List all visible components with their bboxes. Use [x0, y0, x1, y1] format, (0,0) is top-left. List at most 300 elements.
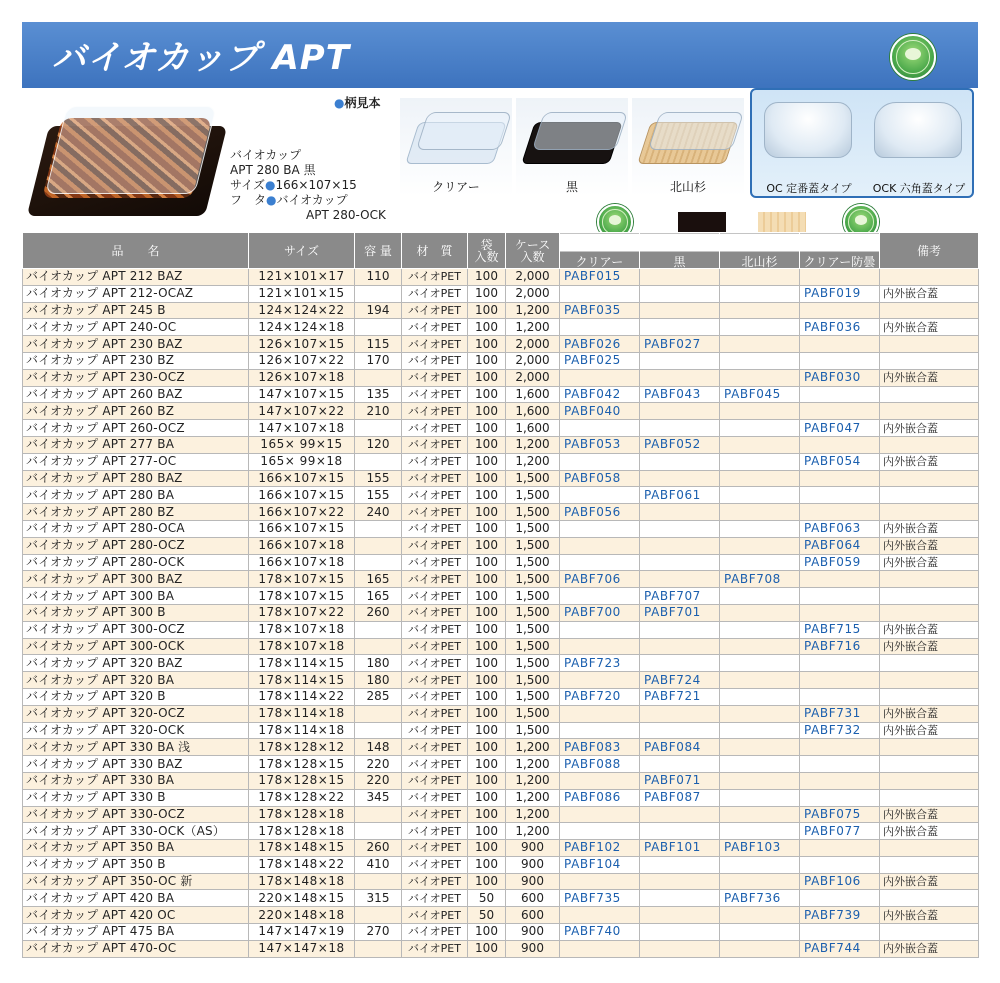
cell-antifog	[800, 789, 880, 806]
cell-black	[640, 420, 720, 437]
cell-cedar: PABF708	[720, 571, 800, 588]
cell-antifog	[800, 571, 880, 588]
cell-mat: バイオPET	[402, 336, 468, 353]
cell-name: バイオカップ APT 330 BAZ	[23, 756, 249, 773]
cell-clear	[560, 722, 640, 739]
cell-mat: バイオPET	[402, 319, 468, 336]
cell-note: 内外嵌合蓋	[880, 907, 979, 924]
cell-mat: バイオPET	[402, 873, 468, 890]
cell-clear	[560, 621, 640, 638]
cell-case: 900	[506, 840, 560, 857]
cell-size: 178×114×22	[249, 688, 355, 705]
cell-cedar	[720, 772, 800, 789]
cell-cap	[355, 638, 402, 655]
table-row	[23, 352, 979, 369]
cell-name: バイオカップ APT 280-OCZ	[23, 537, 249, 554]
table-row	[23, 487, 979, 504]
table-row	[23, 504, 979, 521]
table-row	[23, 873, 979, 890]
cell-note: 内外嵌合蓋	[880, 873, 979, 890]
cell-note	[880, 840, 979, 857]
cell-cedar	[720, 739, 800, 756]
cell-name: バイオカップ APT 212 BAZ	[23, 269, 249, 286]
cell-case: 2,000	[506, 269, 560, 286]
table-row	[23, 369, 979, 386]
cell-case: 1,600	[506, 420, 560, 437]
table-row	[23, 386, 979, 403]
cell-mat: バイオPET	[402, 722, 468, 739]
cell-antifog: PABF077	[800, 823, 880, 840]
table-row	[23, 823, 979, 840]
cell-mat: バイオPET	[402, 588, 468, 605]
cell-cap	[355, 369, 402, 386]
cell-cap: 120	[355, 436, 402, 453]
cell-name: バイオカップ APT 350 B	[23, 856, 249, 873]
table-row	[23, 856, 979, 873]
samples-heading: ●柄見本	[334, 96, 381, 110]
cell-mat: バイオPET	[402, 756, 468, 773]
cell-cedar	[720, 672, 800, 689]
cell-antifog	[800, 924, 880, 941]
cell-cap	[355, 873, 402, 890]
cell-antifog: PABF064	[800, 537, 880, 554]
cell-note: 内外嵌合蓋	[880, 285, 979, 302]
cell-size: 166×107×15	[249, 487, 355, 504]
cell-clear	[560, 554, 640, 571]
cell-case: 600	[506, 907, 560, 924]
cell-cap: 135	[355, 386, 402, 403]
cell-size: 126×107×15	[249, 336, 355, 353]
cell-note	[880, 588, 979, 605]
cell-clear: PABF058	[560, 470, 640, 487]
table-row	[23, 453, 979, 470]
cell-case: 1,500	[506, 655, 560, 672]
cell-black	[640, 537, 720, 554]
col-note: 備考	[880, 233, 979, 269]
cell-size: 178×148×15	[249, 840, 355, 857]
col-name: 品 名	[23, 233, 249, 269]
cell-black: PABF071	[640, 772, 720, 789]
cell-bag: 100	[468, 940, 506, 957]
cell-black	[640, 352, 720, 369]
cell-black	[640, 655, 720, 672]
cell-name: バイオカップ APT 320 B	[23, 688, 249, 705]
cell-note	[880, 655, 979, 672]
cell-clear: PABF025	[560, 352, 640, 369]
cell-name: バイオカップ APT 240-OC	[23, 319, 249, 336]
cell-case: 1,200	[506, 436, 560, 453]
cell-size: 147×107×15	[249, 386, 355, 403]
cell-antifog	[800, 352, 880, 369]
cell-case: 900	[506, 924, 560, 941]
cell-case: 1,500	[506, 688, 560, 705]
cell-case: 1,200	[506, 756, 560, 773]
product-photo	[32, 98, 220, 220]
cell-bag: 100	[468, 285, 506, 302]
cell-size: 178×107×15	[249, 571, 355, 588]
cell-cap: 148	[355, 739, 402, 756]
cell-clear	[560, 907, 640, 924]
cell-size: 178×114×18	[249, 722, 355, 739]
caption-line1: バイオカップ	[230, 148, 302, 162]
cell-mat: バイオPET	[402, 504, 468, 521]
cell-bag: 100	[468, 688, 506, 705]
cell-bag: 100	[468, 638, 506, 655]
table-row	[23, 940, 979, 957]
cell-black	[640, 705, 720, 722]
cell-mat: バイオPET	[402, 269, 468, 286]
cell-black: PABF724	[640, 672, 720, 689]
cell-mat: バイオPET	[402, 806, 468, 823]
cell-size: 166×107×15	[249, 470, 355, 487]
cell-name: バイオカップ APT 330 B	[23, 789, 249, 806]
cell-black	[640, 621, 720, 638]
cell-clear: PABF706	[560, 571, 640, 588]
cell-case: 1,500	[506, 588, 560, 605]
cell-mat: バイオPET	[402, 924, 468, 941]
cell-mat: バイオPET	[402, 823, 468, 840]
cell-cedar	[720, 621, 800, 638]
cell-size: 121×101×15	[249, 285, 355, 302]
cell-cedar	[720, 269, 800, 286]
cell-clear: PABF102	[560, 840, 640, 857]
cell-clear	[560, 705, 640, 722]
cell-cap: 210	[355, 403, 402, 420]
cell-size: 220×148×18	[249, 907, 355, 924]
cell-note	[880, 772, 979, 789]
cell-cap: 270	[355, 924, 402, 941]
table-row	[23, 537, 979, 554]
table-row	[23, 672, 979, 689]
cell-cap: 260	[355, 840, 402, 857]
cell-cap: 240	[355, 504, 402, 521]
cell-cedar: PABF045	[720, 386, 800, 403]
cell-case: 900	[506, 873, 560, 890]
cell-case: 2,000	[506, 352, 560, 369]
cell-clear	[560, 285, 640, 302]
cell-bag: 100	[468, 655, 506, 672]
cell-cedar	[720, 638, 800, 655]
cell-clear: PABF015	[560, 269, 640, 286]
cell-case: 1,500	[506, 537, 560, 554]
cell-black	[640, 319, 720, 336]
cell-name: バイオカップ APT 300 B	[23, 604, 249, 621]
col-clear: クリアー	[560, 233, 640, 269]
table-row	[23, 302, 979, 319]
cell-clear: PABF104	[560, 856, 640, 873]
table-row	[23, 756, 979, 773]
lid-oc-label: OC 定番蓋タイプ	[766, 182, 852, 195]
cell-note	[880, 336, 979, 353]
table-row	[23, 638, 979, 655]
cell-size: 178×128×12	[249, 739, 355, 756]
cell-note	[880, 924, 979, 941]
lid-types-panel	[750, 88, 974, 198]
cell-note: 内外嵌合蓋	[880, 638, 979, 655]
cell-clear	[560, 940, 640, 957]
cell-case: 1,500	[506, 487, 560, 504]
cell-name: バイオカップ APT 280 BA	[23, 487, 249, 504]
cell-name: バイオカップ APT 330-OCK（AS）	[23, 823, 249, 840]
cell-antifog	[800, 688, 880, 705]
cell-size: 178×107×22	[249, 604, 355, 621]
cell-size: 178×107×18	[249, 621, 355, 638]
cell-cedar	[720, 352, 800, 369]
cell-cedar	[720, 285, 800, 302]
cell-note	[880, 672, 979, 689]
lid-oc	[754, 94, 860, 194]
cell-note	[880, 386, 979, 403]
cell-cedar	[720, 504, 800, 521]
cell-note	[880, 352, 979, 369]
table-row	[23, 924, 979, 941]
cell-note: 内外嵌合蓋	[880, 319, 979, 336]
cell-bag: 100	[468, 403, 506, 420]
cell-name: バイオカップ APT 230-OCZ	[23, 369, 249, 386]
col-bag: 袋 入数	[468, 233, 506, 269]
table-row	[23, 722, 979, 739]
cell-black	[640, 756, 720, 773]
cell-size: 121×101×17	[249, 269, 355, 286]
cell-cedar	[720, 588, 800, 605]
cell-cedar	[720, 537, 800, 554]
cell-name: バイオカップ APT 230 BZ	[23, 352, 249, 369]
cell-black: PABF101	[640, 840, 720, 857]
cell-clear: PABF086	[560, 789, 640, 806]
cell-size: 124×124×18	[249, 319, 355, 336]
lid-ock-label: OCK 六角蓋タイプ	[872, 182, 966, 195]
cell-case: 1,500	[506, 470, 560, 487]
cell-name: バイオカップ APT 320-OCK	[23, 722, 249, 739]
cell-size: 178×107×18	[249, 638, 355, 655]
cell-clear: PABF740	[560, 924, 640, 941]
cell-cedar	[720, 856, 800, 873]
cell-mat: バイオPET	[402, 789, 468, 806]
col-capacity: 容 量	[355, 233, 402, 269]
cell-note	[880, 571, 979, 588]
cell-black	[640, 924, 720, 941]
cell-note	[880, 890, 979, 907]
cell-cap: 260	[355, 604, 402, 621]
cell-mat: バイオPET	[402, 772, 468, 789]
table-row	[23, 470, 979, 487]
cell-note: 内外嵌合蓋	[880, 453, 979, 470]
cell-clear	[560, 873, 640, 890]
cell-mat: バイオPET	[402, 420, 468, 437]
cell-antifog: PABF063	[800, 520, 880, 537]
cell-cedar	[720, 806, 800, 823]
cell-case: 1,500	[506, 672, 560, 689]
cell-antifog	[800, 655, 880, 672]
cell-cedar	[720, 604, 800, 621]
cell-clear: PABF723	[560, 655, 640, 672]
cell-antifog: PABF716	[800, 638, 880, 655]
cell-antifog	[800, 504, 880, 521]
cell-mat: バイオPET	[402, 302, 468, 319]
cell-size: 178×128×15	[249, 756, 355, 773]
cell-name: バイオカップ APT 280-OCK	[23, 554, 249, 571]
cell-bag: 100	[468, 806, 506, 823]
cell-note	[880, 739, 979, 756]
cell-note: 内外嵌合蓋	[880, 537, 979, 554]
cell-cap: 285	[355, 688, 402, 705]
cell-cap	[355, 537, 402, 554]
cell-name: バイオカップ APT 330 BA	[23, 772, 249, 789]
cell-cedar	[720, 420, 800, 437]
cell-note	[880, 789, 979, 806]
cell-name: バイオカップ APT 330 BA 浅	[23, 739, 249, 756]
cell-bag: 100	[468, 554, 506, 571]
cell-note	[880, 487, 979, 504]
cell-antifog: PABF744	[800, 940, 880, 957]
cell-mat: バイオPET	[402, 672, 468, 689]
table-row	[23, 705, 979, 722]
cell-bag: 100	[468, 856, 506, 873]
cell-name: バイオカップ APT 245 B	[23, 302, 249, 319]
cell-cedar	[720, 924, 800, 941]
cell-black: PABF061	[640, 487, 720, 504]
cell-cedar	[720, 487, 800, 504]
cell-clear: PABF720	[560, 688, 640, 705]
cell-antifog	[800, 588, 880, 605]
cell-mat: バイオPET	[402, 487, 468, 504]
cell-bag: 100	[468, 520, 506, 537]
table-row	[23, 269, 979, 286]
biomass-mark-icon	[890, 34, 936, 80]
lid-ock	[864, 94, 970, 194]
cell-cedar	[720, 823, 800, 840]
cell-mat: バイオPET	[402, 604, 468, 621]
cell-clear	[560, 638, 640, 655]
table-row	[23, 285, 979, 302]
cell-bag: 100	[468, 436, 506, 453]
cell-cedar	[720, 453, 800, 470]
cell-clear: PABF056	[560, 504, 640, 521]
cell-cedar: PABF736	[720, 890, 800, 907]
cell-note	[880, 470, 979, 487]
cell-antifog: PABF036	[800, 319, 880, 336]
cell-antifog	[800, 403, 880, 420]
cell-size: 124×124×22	[249, 302, 355, 319]
page-header	[22, 22, 978, 88]
cell-clear	[560, 588, 640, 605]
cell-cap: 220	[355, 756, 402, 773]
cell-antifog	[800, 436, 880, 453]
cell-case: 1,500	[506, 520, 560, 537]
cell-black	[640, 638, 720, 655]
cell-bag: 100	[468, 453, 506, 470]
cell-mat: バイオPET	[402, 386, 468, 403]
cell-black	[640, 856, 720, 873]
cell-mat: バイオPET	[402, 739, 468, 756]
cell-size: 126×107×22	[249, 352, 355, 369]
cell-clear	[560, 487, 640, 504]
cell-note: 内外嵌合蓋	[880, 940, 979, 957]
table-row	[23, 520, 979, 537]
cell-antifog: PABF715	[800, 621, 880, 638]
cell-bag: 100	[468, 386, 506, 403]
cell-note: 内外嵌合蓋	[880, 823, 979, 840]
cell-cap: 345	[355, 789, 402, 806]
cell-antifog	[800, 487, 880, 504]
cell-cedar	[720, 403, 800, 420]
table-row	[23, 772, 979, 789]
cell-black: PABF707	[640, 588, 720, 605]
cell-cedar	[720, 436, 800, 453]
cell-name: バイオカップ APT 350-OC 新	[23, 873, 249, 890]
cell-name: バイオカップ APT 280 BAZ	[23, 470, 249, 487]
cell-name: バイオカップ APT 470-OC	[23, 940, 249, 957]
table-row	[23, 739, 979, 756]
cell-case: 1,600	[506, 386, 560, 403]
cell-case: 1,500	[506, 554, 560, 571]
table-row	[23, 688, 979, 705]
cell-antifog	[800, 336, 880, 353]
cell-cedar	[720, 302, 800, 319]
cell-note	[880, 504, 979, 521]
cell-bag: 50	[468, 890, 506, 907]
cell-case: 1,200	[506, 739, 560, 756]
sample-clear-label: クリアー	[432, 180, 480, 194]
cell-bag: 100	[468, 873, 506, 890]
cell-clear: PABF026	[560, 336, 640, 353]
cell-clear	[560, 537, 640, 554]
cell-black: PABF084	[640, 739, 720, 756]
cell-cedar	[720, 520, 800, 537]
cell-name: バイオカップ APT 260 BZ	[23, 403, 249, 420]
product-caption	[230, 148, 386, 223]
cell-mat: バイオPET	[402, 655, 468, 672]
col-antifog: クリアー防曇	[800, 233, 880, 269]
cell-size: 178×114×18	[249, 705, 355, 722]
cell-cap: 165	[355, 571, 402, 588]
cell-black	[640, 302, 720, 319]
cell-note	[880, 436, 979, 453]
cell-case: 1,500	[506, 621, 560, 638]
cell-mat: バイオPET	[402, 369, 468, 386]
cell-bag: 100	[468, 537, 506, 554]
cell-clear: PABF040	[560, 403, 640, 420]
cell-cap: 180	[355, 672, 402, 689]
caption-line5: APT 280-OCK	[306, 208, 386, 222]
cell-black	[640, 269, 720, 286]
cell-size: 147×107×22	[249, 403, 355, 420]
table-row	[23, 436, 979, 453]
cell-note: 内外嵌合蓋	[880, 554, 979, 571]
cell-antifog	[800, 856, 880, 873]
cell-cap: 155	[355, 487, 402, 504]
cell-note	[880, 302, 979, 319]
cell-size: 165× 99×15	[249, 436, 355, 453]
cell-size: 166×107×18	[249, 554, 355, 571]
table-row	[23, 789, 979, 806]
cell-cedar	[720, 470, 800, 487]
cell-cap	[355, 453, 402, 470]
cell-black	[640, 823, 720, 840]
cell-mat: バイオPET	[402, 890, 468, 907]
cell-case: 1,500	[506, 705, 560, 722]
col-case: ケース 入数	[506, 233, 560, 269]
cell-cap: 155	[355, 470, 402, 487]
cell-clear	[560, 420, 640, 437]
cell-clear: PABF042	[560, 386, 640, 403]
table-row	[23, 336, 979, 353]
table-row	[23, 655, 979, 672]
cell-name: バイオカップ APT 300 BAZ	[23, 571, 249, 588]
cell-size: 178×148×18	[249, 873, 355, 890]
cell-clear: PABF700	[560, 604, 640, 621]
cell-black	[640, 369, 720, 386]
